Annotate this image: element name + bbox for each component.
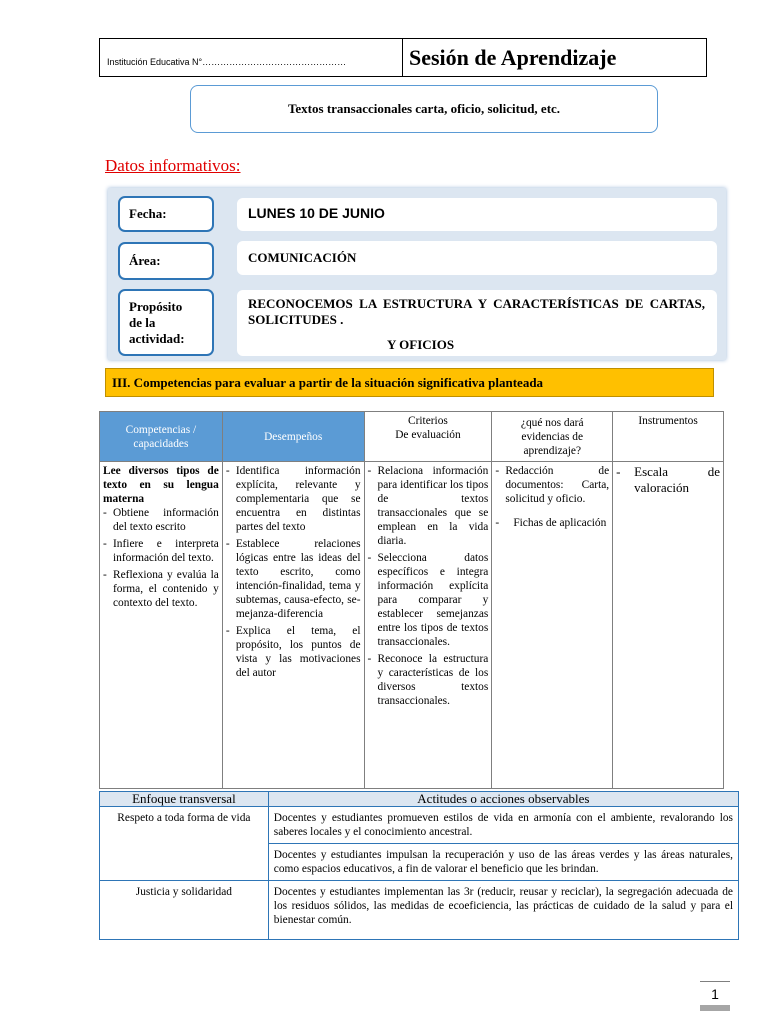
criterios-line1: Criterios (407, 415, 448, 427)
enfoque-table (99, 791, 739, 940)
desempeno-item: - Explica el tema, el propósito, los puntos de vista y las motivaciones del autor (226, 624, 361, 680)
criterios-line2: De evaluación (395, 429, 461, 441)
session-header (99, 38, 707, 77)
header-instrumentos: Instrumentos (613, 412, 724, 462)
desempenos-cell (222, 462, 364, 789)
competencias-bar: III. Competencias para evaluar a partir de la situación significativa planteada (105, 368, 714, 397)
criterios-cell (364, 462, 492, 789)
competencia-title: Lee diversos tipos de texto en su lengua materna (103, 465, 219, 505)
enfoque-name: Respeto a toda forma de vida (100, 807, 269, 881)
header-desempenos: Desempeños (222, 412, 364, 462)
desempeno-item: - Identifica información explícita, relevante y complementaria que se encuentra en distintas partes del texto (226, 464, 361, 534)
page-number: 1 (711, 986, 719, 1002)
criterio-item: - Reconoce la estructura y características de los diversos textos transaccionales. (368, 652, 489, 708)
criterio-item: - Selecciona datos específicos e integra información explícita para comparar y establecer semejanzas entre los tipos de textos transaccionales. (368, 551, 489, 649)
competencias-cell (100, 462, 223, 789)
capacidad-item: - Infiere e interpreta información del texto. (103, 537, 219, 565)
proposito-value (237, 290, 717, 356)
capacidad-item: - Reflexiona y evalúa la forma, el contenido y contexto del texto. (103, 568, 219, 610)
page-number-bar (700, 1005, 730, 1011)
enfoque-name: Justicia y solidaridad (100, 881, 269, 940)
capacidad-item: - Obtiene información del texto escrito (103, 506, 219, 534)
fecha-value: LUNES 10 DE JUNIO (237, 198, 717, 231)
acciones-header: Actitudes o acciones observables (268, 792, 738, 807)
topic-box: Textos transaccionales carta, oficio, solicitud, etc. (190, 85, 658, 133)
header-criterios (364, 412, 492, 462)
accion-text: Docentes y estudiantes impulsan la recuperación y uso de las áreas verdes y las áreas naturales, como espacios educativos, a fin de valorar el beneficio que les brindan. (268, 844, 738, 881)
proposito-overflow-text: Y OFICIOS (387, 337, 455, 352)
session-title: Sesión de Aprendizaje (409, 44, 617, 70)
competencias-table (99, 411, 724, 789)
criterio-item: - Relaciona información para identificar los tipos de textos transaccionales que se emplean en la vida diaria. (368, 464, 489, 548)
page-number-divider (700, 981, 730, 982)
fecha-label: Fecha: (118, 196, 214, 232)
evidencias-cell (492, 462, 613, 789)
area-value: COMUNICACIÓN (237, 241, 717, 275)
institution-label: Institución Educativa N°………………………………………… (100, 39, 403, 76)
header-evidencias: ¿qué nos dará evidencias de aprendizaje? (492, 412, 613, 462)
desempeno-item: - Establece relaciones lógicas entre las ideas del texto escrito, como intención-finalidad, tema y subtemas, causa-efecto, se-mejanza-diferencia (226, 537, 361, 621)
evidencia-item: - Fichas de aplicación (495, 516, 609, 530)
accion-text: Docentes y estudiantes implementan las 3r (reducir, reusar y reciclar), la segregación adecuada de los residuos sólidos, las medidas de ecoeficiencia, las prácticas de cuidado de la salud y para el bienestar común. (268, 881, 738, 940)
header-competencias: Competencias / capacidades (100, 412, 223, 462)
datos-title: Datos informativos: (105, 156, 241, 175)
proposito-label: Propósito de la actividad: (118, 289, 214, 356)
instrumentos-cell (613, 462, 724, 789)
area-label: Área: (118, 242, 214, 280)
proposito-text: RECONOCEMOS LA ESTRUCTURA Y CARACTERÍSTICAS DE CARTAS, SOLICITUDES . (248, 296, 705, 327)
evidencia-item: - Redacción de documentos: Carta, solicitud y oficio. (495, 464, 609, 506)
enfoque-header: Enfoque transversal (100, 792, 269, 807)
accion-text: Docentes y estudiantes promueven estilos de vida en armonía con el ambiente, revalorando los saberes locales y el conocimiento ancestral. (268, 807, 738, 844)
instrumento-item: - Escala de valoración (616, 464, 720, 496)
